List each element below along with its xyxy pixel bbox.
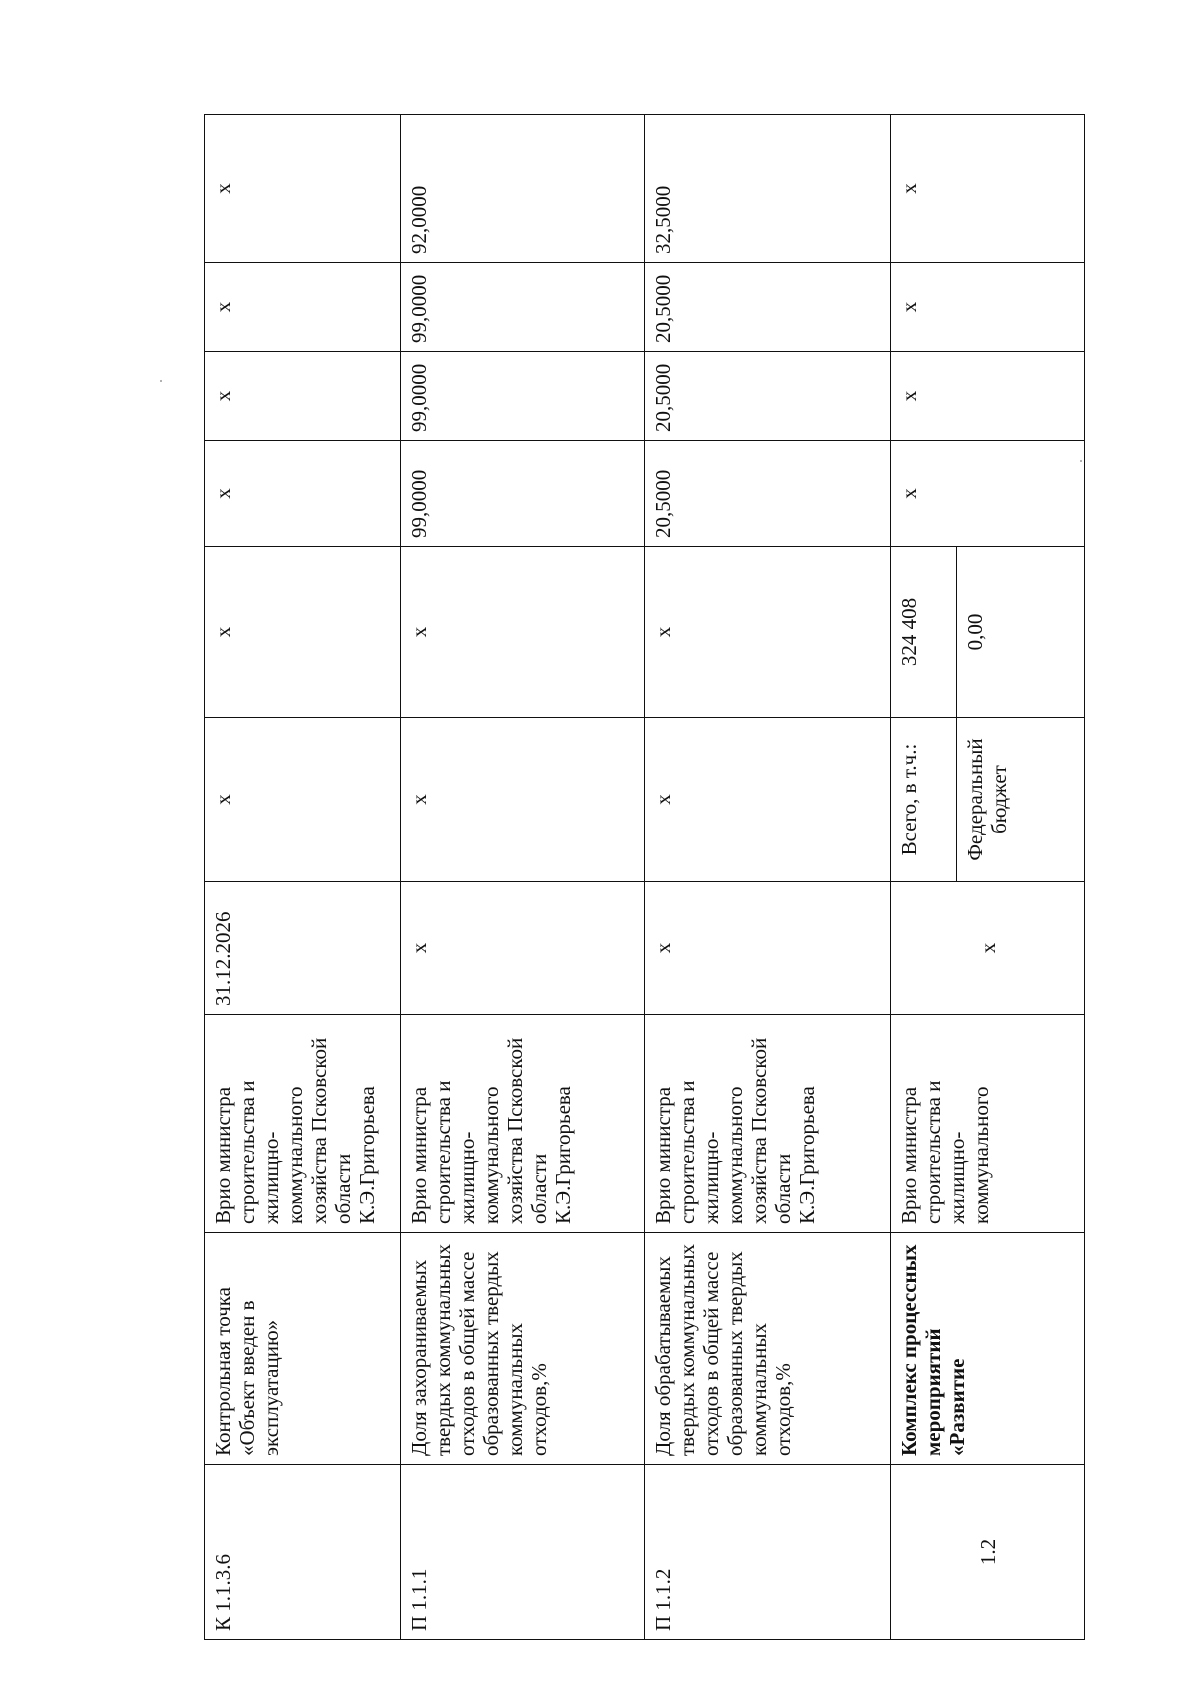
row-amount: х — [645, 547, 891, 718]
row-amount-federal: 0,00 — [957, 547, 1085, 718]
row-source-total: Всего, в т.ч.: — [891, 718, 957, 882]
row-code: К 1.1.3.6 — [205, 1465, 401, 1640]
row-responsible: Врио министра строительства и жилищно-коммунального хозяйства Псковской области К.Э.Григорьева — [401, 1015, 645, 1233]
row-value-1: 99,0000 — [401, 441, 645, 547]
table-row — [891, 115, 957, 1640]
row-value-1: 20,5000 — [645, 441, 891, 547]
row-amount-total: 324 408 — [891, 547, 957, 718]
table-row — [205, 115, 401, 1640]
row-value-3: 20,5000 — [645, 263, 891, 352]
row-date: х — [645, 882, 891, 1015]
row-value-4: х — [205, 115, 401, 263]
row-amount: х — [401, 547, 645, 718]
scan-speck — [1080, 460, 1082, 462]
row-name: Доля обрабатываемых твердых коммунальных отходов в общей массе образованных твердых коммунальных отходов,% — [645, 1233, 891, 1465]
row-value-4: 92,0000 — [401, 115, 645, 263]
row-value-4: х — [891, 115, 1085, 263]
row-date: х — [401, 882, 645, 1015]
table-row — [401, 115, 645, 1640]
row-value-3: х — [891, 263, 1085, 352]
scan-speck — [160, 380, 162, 382]
row-code: П 1.1.2 — [645, 1465, 891, 1640]
row-code: П 1.1.1 — [401, 1465, 645, 1640]
row-value-2: х — [205, 352, 401, 441]
row-value-1: х — [891, 441, 1085, 547]
row-value-2: 99,0000 — [401, 352, 645, 441]
row-name: Контрольная точка «Объект введен в эксплуатацию» — [205, 1233, 401, 1465]
row-code: 1.2 — [891, 1465, 1085, 1640]
row-value-2: 20,5000 — [645, 352, 891, 441]
row-name: Доля захораниваемых твердых коммунальных отходов в общей массе образованных твердых коммунальных отходов,% — [401, 1233, 645, 1465]
row-date: 31.12.2026 — [205, 882, 401, 1015]
row-value-1: х — [205, 441, 401, 547]
row-name: Комплекс процессных мероприятий «Развитие — [891, 1233, 1085, 1465]
row-value-2: х — [891, 352, 1085, 441]
row-source: х — [401, 718, 645, 882]
rotated-table-page — [204, 115, 1084, 1640]
row-source-federal: Федеральный бюджет — [957, 718, 1085, 882]
row-responsible: Врио министра строительства и жилищно-коммунального — [891, 1015, 1085, 1233]
row-source: х — [645, 718, 891, 882]
table-row — [645, 115, 891, 1640]
program-table — [204, 114, 1085, 1640]
row-value-4: 32,5000 — [645, 115, 891, 263]
row-source: х — [205, 718, 401, 882]
row-value-3: х — [205, 263, 401, 352]
row-amount: х — [205, 547, 401, 718]
row-value-3: 99,0000 — [401, 263, 645, 352]
row-responsible: Врио министра строительства и жилищно-коммунального хозяйства Псковской области К.Э.Григорьева — [205, 1015, 401, 1233]
row-date: х — [891, 882, 1085, 1015]
row-responsible: Врио министра строительства и жилищно-коммунального хозяйства Псковской области К.Э.Григорьева — [645, 1015, 891, 1233]
